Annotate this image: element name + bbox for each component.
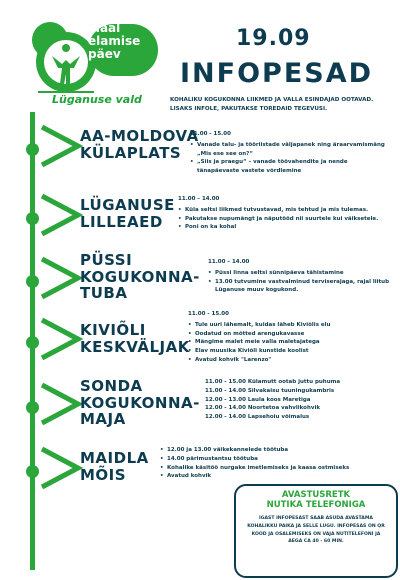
box-title <box>236 490 396 510</box>
location-name-line: SONDA <box>80 377 143 395</box>
location-name-line: KOGUKONNA- <box>80 267 200 286</box>
location-title <box>80 252 200 302</box>
location-title <box>80 322 190 355</box>
list-item: 11.00 - 15.00 Külamutt ootab juttu puhuma <box>205 379 341 385</box>
location-info <box>198 378 394 422</box>
list-item: • 12.00 ja 13.00 väikekannelede töötuba <box>160 446 394 455</box>
list-item: • Oodatud on mõtted arengukavasse <box>188 330 394 339</box>
smartphone-trail-box <box>234 484 398 578</box>
chevron-right-icon <box>38 316 84 362</box>
list-item: • Vanade talu- ja tööriistade väljapanek ning äraarvamismäng „Mis ese see on?“ <box>190 141 390 159</box>
logo-text <box>88 22 140 60</box>
location-name-line: LÜGANUSE <box>80 196 175 214</box>
location-info <box>188 310 394 365</box>
box-text: IGAST INFOPESAST SAAB ASUDA AVASTAMA KOHALIKKU PAIKA JA SELLE LUGU. INFOPESAS ON QR KOOD JA OSALEMISEKS ON VAJA NUTITELEFONI JA AEGA CA 40 - 60 MIN. <box>247 516 385 545</box>
list-item: • 14.00 pärimustantsu töötuba <box>160 455 394 464</box>
list-item: • Pakutakse nupumängt ja näputööd nii suurtele kui väiksetele. <box>178 215 393 224</box>
list-item: • 13.00 tutvumine vastvalminud terviserajaga, rajal liitub Lüganuse muuv kogukond. <box>208 278 394 296</box>
location-name-line: KOGUKONNA- <box>80 393 200 412</box>
location-name-line: KESKVÄLJAK <box>80 337 190 356</box>
location-title <box>80 378 200 428</box>
list-item: 12.00 - 14.00 Lapsehoiu võimalus <box>205 414 310 421</box>
list-item: • Küla seltsi liikmed tutvustavad, mis tehtud ja mis tulemas. <box>178 206 393 215</box>
list-item: • Poni on ka kohal <box>178 223 393 232</box>
location-info <box>190 130 390 176</box>
logo-line-3: päev <box>88 47 121 61</box>
location-name-line: PÜSSI <box>80 251 133 269</box>
location-info <box>160 446 394 481</box>
logo-line-2: elamise <box>88 34 141 48</box>
logo-subtitle: Lüganuse vald <box>52 93 142 106</box>
box-title-line: NUTIKA TELEFONIGA <box>266 500 366 511</box>
list-item: • Mängime malet meie valla maletajatega <box>188 338 394 347</box>
list-item: • Kohalike käsitöö nurgake imetlemiseks ja kaasa ostmiseks <box>160 464 394 473</box>
location-name-line: MAIDLA <box>80 449 149 467</box>
location-time: 11.00 - 15.00 <box>188 311 229 317</box>
chevron-right-icon <box>38 123 84 169</box>
chevron-right-icon <box>38 445 84 491</box>
chevron-right-icon <box>38 381 84 427</box>
page-title: INFOPESAD <box>180 58 374 89</box>
location-name-line: KIVIÕLI <box>80 321 146 339</box>
chevron-right-icon <box>38 192 84 238</box>
list-item: 11.00 - 14.00 Silvakaisu tuuningukambris <box>205 387 335 394</box>
location-info <box>208 258 394 295</box>
location-name-line: LILLEAED <box>80 212 163 231</box>
chevron-right-icon <box>38 255 84 301</box>
logo-line-1: Maal <box>88 21 121 35</box>
location-title <box>80 128 199 161</box>
list-item: • Avatud kohvik <box>160 472 394 481</box>
location-time: 11.00 – 14.00 <box>208 259 250 265</box>
location-name-line: MAJA <box>80 410 126 428</box>
list-item: • Elav muusika Kiviõli kunstide koolist <box>188 347 394 356</box>
location-name-line: AA-MOLDOVA <box>80 127 199 145</box>
location-name-line: KÜLAPLATS <box>80 143 182 162</box>
event-date: 19.09 <box>236 26 311 51</box>
list-item: • „Siis ja praegu“ – vanade töövahendite ja nende tänapäevaste vastete võrdlemine <box>190 158 390 176</box>
location-info <box>178 195 393 232</box>
location-time: 11.00 - 15.00 <box>190 131 231 137</box>
box-title-line: AVASTUSRETK <box>281 490 351 500</box>
location-name-line: MÕIS <box>80 465 127 484</box>
list-item: • Püssi linna seltsi sünnipäeva tähistamine <box>208 269 394 278</box>
list-item: 12.00 - 14.00 Noortetoa vahvlikohvik <box>205 405 320 412</box>
location-title <box>80 197 175 230</box>
intro-text: KOHALIKU KOGUKONNA LIIKMED JA VALLA ESINDAJAD OOTAVAD. LISAKS INFOLE, PAKUTAKSE TOREDAID TEGEVUSI. <box>170 97 374 112</box>
location-name-line: TUBA <box>80 284 128 302</box>
location-title <box>80 450 149 483</box>
list-item: • Avatud kohvik "Larenzo" <box>188 356 394 365</box>
location-time: 11.00 – 14.00 <box>178 196 220 202</box>
list-item: • Tule uuri lähemalt, kuidas läheb Kiviõlis elu <box>188 321 394 330</box>
list-item: 12.00 - 13.00 Laula koos Maretiga <box>205 396 311 403</box>
